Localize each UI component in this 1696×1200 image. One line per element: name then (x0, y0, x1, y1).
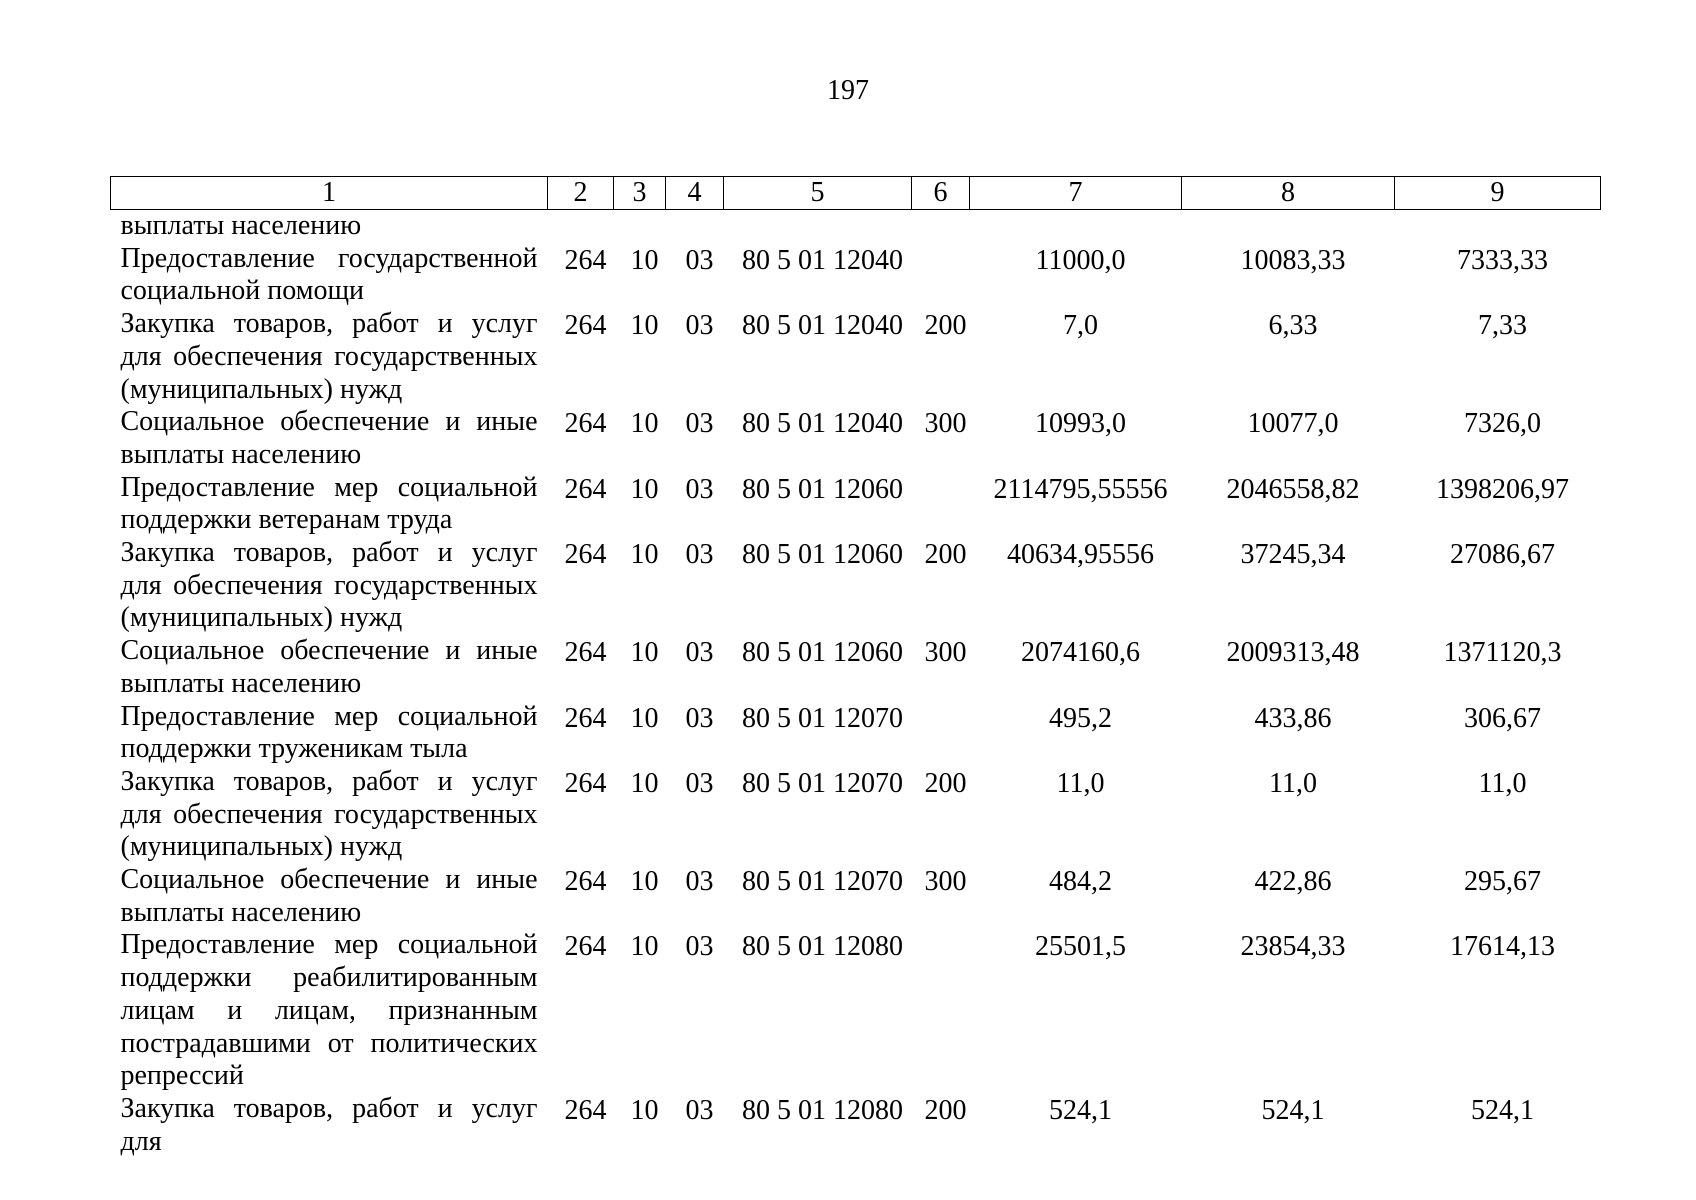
table-row (111, 406, 1601, 471)
cell-section: 10 (630, 539, 659, 571)
table-row (111, 766, 1601, 864)
cell-amount-col8: 6,33 (1268, 310, 1318, 342)
cell-subsection: 03 (685, 539, 714, 571)
cell-amount-col9: 1371120,3 (1443, 637, 1562, 669)
cell-expense-type (912, 210, 970, 243)
cell-amount-col8: 524,1 (1261, 1094, 1325, 1126)
cell-expense-type (912, 472, 970, 537)
cell-section: 10 (630, 637, 659, 669)
cell-section: 10 (630, 767, 659, 799)
cell-amount-col8: 10083,33 (1240, 244, 1346, 276)
cell-section: 10 (630, 473, 659, 505)
cell-description: Закупка товаров, работ и услуг для обеспечения государственных (муниципальных) нужд (120, 537, 538, 634)
cell-expense-type: 300 (924, 866, 967, 898)
cell-target-article: 80 5 01 12040 (742, 310, 903, 342)
cell-amount-col9: 7326,0 (1464, 408, 1541, 440)
cell-subsection: 03 (685, 637, 714, 669)
cell-expense-type: 200 (924, 310, 967, 342)
cell-ministry-code: 264 (564, 1094, 607, 1126)
cell-description: Социальное обеспечение и иные выплаты населению (120, 864, 538, 928)
table-row (111, 243, 1601, 308)
cell-section: 10 (630, 244, 659, 276)
cell-amount-col9: 306,67 (1464, 702, 1541, 734)
cell-section: 10 (630, 931, 659, 963)
cell-ministry-code: 264 (564, 244, 607, 276)
budget-table (110, 176, 1601, 1158)
cell-ministry-code: 264 (564, 408, 607, 440)
cell-expense-type (912, 243, 970, 308)
header-col-1: 1 (111, 177, 548, 210)
header-col-9: 9 (1395, 177, 1601, 210)
cell-amount-col8: 37245,34 (1240, 539, 1346, 571)
cell-amount-col7: 25501,5 (1035, 931, 1126, 963)
cell-ministry-code: 264 (564, 931, 607, 963)
cell-target-article: 80 5 01 12040 (742, 244, 903, 276)
header-col-8: 8 (1182, 177, 1395, 210)
cell-target-article: 80 5 01 12040 (742, 408, 903, 440)
header-col-3: 3 (614, 177, 666, 210)
table-row (111, 537, 1601, 635)
cell-amount-col9: 7333,33 (1457, 244, 1548, 276)
table-row (111, 472, 1601, 537)
cell-amount-col7: 11,0 (1056, 767, 1105, 799)
header-col-6: 6 (912, 177, 970, 210)
header-row (111, 177, 1601, 210)
cell-expense-type (912, 929, 970, 1093)
cell-expense-type: 300 (924, 637, 967, 669)
cell-expense-type (912, 701, 970, 766)
cell-description: Закупка товаров, работ и услуг для обеспечения государственных (муниципальных) нужд (120, 308, 538, 405)
cell-description: Предоставление государственной социальной помощи (120, 242, 538, 307)
cell-subsection: 03 (685, 931, 714, 963)
cell-amount-col7: 7,0 (1063, 310, 1098, 342)
cell-amount-col7: 2114795,55556 (993, 473, 1168, 505)
cell-subsection: 03 (685, 866, 714, 898)
cell-target-article: 80 5 01 12060 (742, 539, 903, 571)
cell-expense-type: 300 (924, 408, 967, 440)
cell-subsection: 03 (685, 310, 714, 342)
cell-expense-type: 200 (924, 539, 967, 571)
cell-section: 10 (630, 408, 659, 440)
cell-ministry-code (548, 210, 614, 243)
cell-section: 10 (630, 866, 659, 898)
cell-ministry-code: 264 (564, 310, 607, 342)
cell-description: Закупка товаров, работ и услуг для (120, 1092, 538, 1157)
header-col-5: 5 (724, 177, 912, 210)
cell-subsection: 03 (685, 702, 714, 734)
table-row (111, 864, 1601, 929)
cell-amount-col9: 27086,67 (1450, 539, 1555, 571)
cell-target-article: 80 5 01 12070 (742, 702, 903, 734)
cell-description: Предоставление мер социальной поддержки ветеранам труда (120, 471, 538, 536)
cell-description: Социальное обеспечение и иные выплаты населению (120, 406, 538, 470)
cell-amount-col9: 11,0 (1478, 767, 1527, 799)
cell-amount-col7: 484,2 (1049, 866, 1112, 898)
table-header (111, 177, 1601, 210)
header-col-4: 4 (666, 177, 724, 210)
cell-target-article (724, 210, 912, 243)
cell-ministry-code: 264 (564, 637, 607, 669)
cell-ministry-code: 264 (564, 767, 607, 799)
cell-subsection: 03 (685, 1094, 714, 1126)
cell-amount-col8: 422,86 (1254, 866, 1332, 898)
table-row (111, 929, 1601, 1093)
cell-amount-col9: 17614,13 (1450, 931, 1555, 963)
cell-amount-col8: 10077,0 (1247, 408, 1339, 440)
table-row (111, 308, 1601, 406)
cell-amount-col7 (970, 210, 1182, 243)
cell-amount-col7: 495,2 (1049, 702, 1112, 734)
cell-amount-col8 (1182, 210, 1395, 243)
cell-expense-type: 200 (924, 767, 967, 799)
cell-section: 10 (630, 310, 659, 342)
cell-amount-col8: 2046558,82 (1226, 473, 1360, 505)
cell-amount-col7: 524,1 (1049, 1094, 1112, 1126)
cell-target-article: 80 5 01 12070 (742, 866, 903, 898)
cell-subsection: 03 (685, 244, 714, 276)
page-number: 197 (827, 75, 869, 106)
cell-target-article: 80 5 01 12070 (742, 767, 903, 799)
cell-section (614, 210, 666, 243)
table-body (111, 210, 1601, 1159)
cell-target-article: 80 5 01 12060 (742, 637, 903, 669)
table-row (111, 1093, 1601, 1158)
cell-amount-col9 (1395, 210, 1601, 243)
cell-amount-col9: 524,1 (1471, 1094, 1534, 1126)
cell-description: Предоставление мер социальной поддержки реабилитированным лицам и лицам, признанным пострадавшими от политических репрессий (120, 929, 538, 1092)
cell-section: 10 (630, 1094, 659, 1126)
cell-amount-col8: 433,86 (1254, 702, 1332, 734)
cell-amount-col9: 1398206,97 (1436, 473, 1569, 505)
cell-amount-col7: 10993,0 (1035, 408, 1126, 440)
cell-description: Предоставление мер социальной поддержки труженикам тыла (120, 700, 538, 765)
cell-target-article: 80 5 01 12060 (742, 473, 903, 505)
cell-description: Закупка товаров, работ и услуг для обеспечения государственных (муниципальных) нужд (120, 765, 538, 863)
cell-amount-col7: 11000,0 (1035, 244, 1126, 276)
cell-subsection (666, 210, 724, 243)
cell-ministry-code: 264 (564, 866, 607, 898)
table-row (111, 635, 1601, 700)
cell-amount-col7: 40634,95556 (1007, 539, 1154, 571)
cell-subsection: 03 (685, 473, 714, 505)
header-col-7: 7 (970, 177, 1182, 210)
cell-subsection: 03 (685, 408, 714, 440)
cell-section: 10 (630, 702, 659, 734)
cell-amount-col9: 295,67 (1464, 866, 1541, 898)
cell-description: Социальное обеспечение и иные выплаты населению (120, 635, 538, 699)
cell-ministry-code: 264 (564, 473, 607, 505)
cell-amount-col8: 2009313,48 (1226, 637, 1360, 669)
cell-expense-type: 200 (924, 1094, 967, 1126)
table-row (111, 210, 1601, 243)
header-col-2: 2 (548, 177, 614, 210)
cell-amount-col7: 2074160,6 (1021, 637, 1140, 669)
cell-target-article: 80 5 01 12080 (742, 931, 903, 963)
cell-amount-col8: 11,0 (1269, 767, 1317, 799)
cell-target-article: 80 5 01 12080 (742, 1094, 903, 1126)
cell-ministry-code: 264 (564, 702, 607, 734)
cell-ministry-code: 264 (564, 539, 607, 571)
cell-subsection: 03 (685, 767, 714, 799)
cell-description: выплаты населению (120, 210, 362, 241)
cell-amount-col9: 7,33 (1478, 310, 1527, 342)
table-row (111, 701, 1601, 766)
cell-amount-col8: 23854,33 (1240, 931, 1346, 963)
